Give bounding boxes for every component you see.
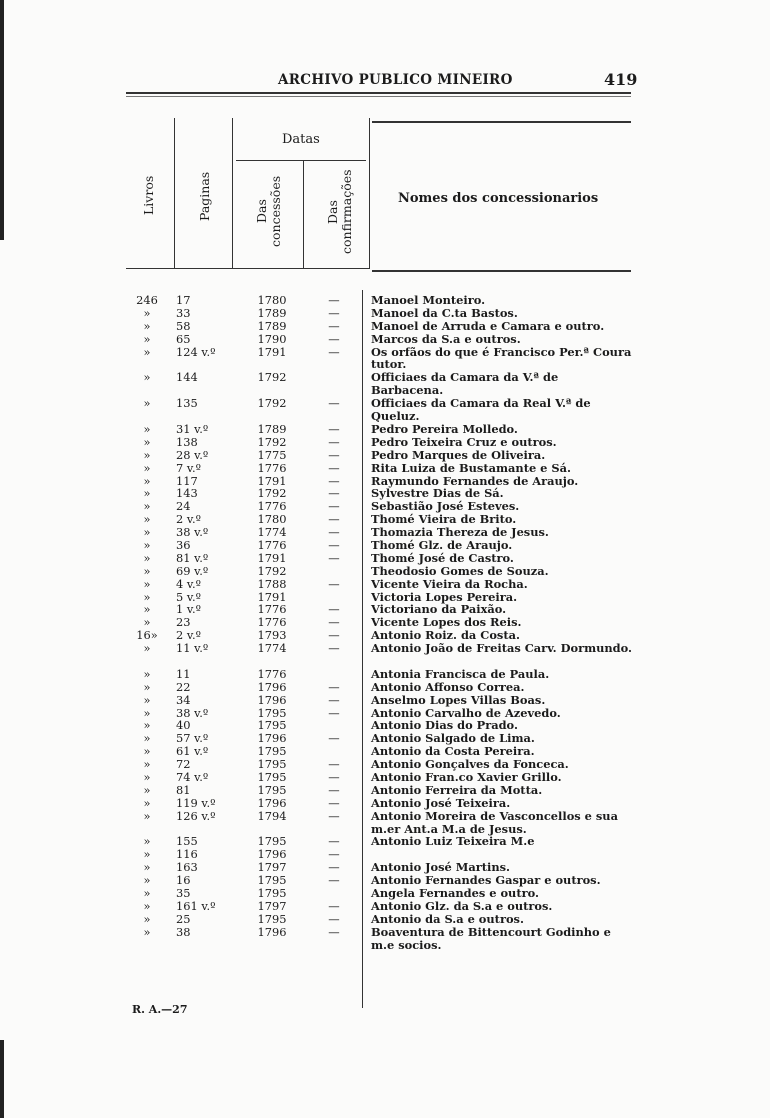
nome-cell: Antonio Moreira de Vasconcellos e sua m.er Ant.a M.a de Jesus. <box>371 808 618 836</box>
pagina-cell: 72 <box>176 757 191 772</box>
livro-cell: » <box>143 434 151 449</box>
concessao-cell: 1792 <box>257 396 287 411</box>
nome-cell: Officiaes da Camara da Real V.ª de Queluz. <box>371 396 591 424</box>
livro-cell: » <box>143 834 151 849</box>
header-rule <box>126 92 631 94</box>
concessao-cell: 1792 <box>257 370 287 385</box>
nome-cell: Manoel da C.ta Bastos. <box>371 305 518 320</box>
running-title: ARCHIVO PUBLICO MINEIRO <box>278 72 513 88</box>
concessao-cell: 1789 <box>257 421 287 436</box>
datas-underline <box>236 160 366 161</box>
livro-cell: » <box>143 718 151 733</box>
confirmacao-cell: — <box>328 318 340 333</box>
pagina-cell: 33 <box>176 305 191 320</box>
concessions-table <box>128 293 633 952</box>
table-row <box>128 333 633 346</box>
confirmacao-cell: — <box>328 305 340 320</box>
concessao-cell: 1776 <box>257 602 287 617</box>
confirmacao-cell: — <box>328 795 340 810</box>
livro-cell: » <box>143 860 151 875</box>
pagina-cell: 163 <box>176 860 198 875</box>
concessao-cell: 1796 <box>257 692 287 707</box>
livro-cell: » <box>143 512 151 527</box>
concessao-cell: 1792 <box>257 486 287 501</box>
table-row <box>128 810 633 836</box>
livro-cell: 16» <box>136 628 158 643</box>
livro-cell: » <box>143 396 151 411</box>
col-divider-2 <box>232 118 233 268</box>
nome-cell: Raymundo Fernandes de Araujo. <box>371 473 579 488</box>
nome-cell: Thomé Glz. de Araujo. <box>371 537 513 552</box>
concessao-cell: 1795 <box>257 834 287 849</box>
confirmacao-cell: — <box>328 860 340 875</box>
concessao-cell: 1776 <box>257 615 287 630</box>
livro-cell: » <box>143 847 151 862</box>
nome-cell: Antonio Glz. da S.a e outros. <box>371 898 553 913</box>
nome-cell: Victoria Lopes Pereira. <box>371 589 518 604</box>
pagina-cell: 61 v.º <box>176 744 209 759</box>
pagina-cell: 65 <box>176 331 191 346</box>
pagina-cell: 135 <box>176 396 198 411</box>
livro-cell: » <box>143 731 151 746</box>
concessao-cell: 1795 <box>257 744 287 759</box>
livro-cell: » <box>143 886 151 901</box>
col-divider-1 <box>174 118 175 268</box>
footer-signature: R. A.—27 <box>132 1003 188 1016</box>
nome-cell: Angela Fernandes e outro. <box>371 886 539 901</box>
header-livros: Livros <box>141 175 156 215</box>
confirmacao-cell: — <box>328 731 340 746</box>
livro-cell: » <box>143 615 151 630</box>
confirmacao-cell: — <box>328 525 340 540</box>
confirmacao-cell: — <box>328 641 340 656</box>
concessao-cell: 1795 <box>257 886 287 901</box>
livro-cell: » <box>143 602 151 617</box>
nome-cell: Antonio Dias do Prado. <box>371 718 518 733</box>
pagina-cell: 17 <box>176 293 191 307</box>
concessao-cell: 1797 <box>257 898 287 913</box>
concessao-cell: 1793 <box>257 628 287 643</box>
livro-cell: » <box>143 576 151 591</box>
table-row <box>128 668 633 681</box>
header-bottom-rule <box>126 268 370 269</box>
nome-cell: Antonio José Teixeira. <box>371 795 511 810</box>
pagina-cell: 58 <box>176 318 191 333</box>
livro-cell: » <box>143 705 151 720</box>
pagina-cell: 2 v.º <box>176 512 201 527</box>
pagina-cell: 126 v.º <box>176 808 216 823</box>
pagina-cell: 119 v.º <box>176 795 216 810</box>
table-row <box>128 320 633 333</box>
confirmacao-cell: — <box>328 873 340 888</box>
table-row <box>128 771 633 784</box>
concessao-cell: 1796 <box>257 847 287 862</box>
nome-cell: Marcos da S.a e outros. <box>371 331 521 346</box>
header-nomes: Nomes dos concessionarios <box>398 191 599 206</box>
livro-cell: » <box>143 331 151 346</box>
livro-cell: » <box>143 499 151 514</box>
col-divider-3 <box>303 160 304 268</box>
livro-cell: » <box>143 305 151 320</box>
nome-cell: Pedro Pereira Molledo. <box>371 421 518 436</box>
table-row <box>128 784 633 797</box>
table-row <box>128 397 633 423</box>
concessao-cell: 1792 <box>257 563 287 578</box>
concessao-cell: 1774 <box>257 641 287 656</box>
table-row <box>128 565 633 578</box>
concessao-cell: 1776 <box>257 499 287 514</box>
nome-cell: Antonio Gonçalves da Fonceca. <box>371 757 569 772</box>
nome-cell: Antonio João de Freitas Carv. Dormundo. <box>371 641 633 656</box>
pagina-cell: 40 <box>176 718 191 733</box>
concessao-cell: 1795 <box>257 718 287 733</box>
confirmacao-cell: — <box>328 770 340 785</box>
confirmacao-cell: — <box>328 537 340 552</box>
livro-cell: » <box>143 782 151 797</box>
nome-cell: Manoel de Arruda e Camara e outro. <box>371 318 605 333</box>
table-row <box>128 539 633 552</box>
nome-cell: Thomé José de Castro. <box>371 550 514 565</box>
livro-cell: 246 <box>136 293 158 307</box>
pagina-cell: 74 v.º <box>176 770 209 785</box>
nome-cell: Theodosio Gomes de Souza. <box>371 563 549 578</box>
nome-cell: Sylvestre Dias de Sá. <box>371 486 504 501</box>
scan-left-edge <box>0 0 4 240</box>
col-divider-4 <box>369 118 370 268</box>
nome-cell: Antonio Roiz. da Costa. <box>371 628 520 643</box>
nome-cell: Antonio da Costa Pereira. <box>371 744 535 759</box>
header-das-confirmacoes: Das confirmações <box>325 169 354 255</box>
pagina-cell: 38 v.º <box>176 705 209 720</box>
confirmacao-cell: — <box>328 782 340 797</box>
pagina-cell: 81 <box>176 782 191 797</box>
table-top-rule <box>372 121 631 123</box>
nome-cell: Pedro Marques de Oliveira. <box>371 447 546 462</box>
confirmacao-cell: — <box>328 602 340 617</box>
concessao-cell: 1795 <box>257 757 287 772</box>
confirmacao-cell: — <box>328 396 340 411</box>
concessao-cell: 1791 <box>257 473 287 488</box>
table-row <box>128 900 633 913</box>
nome-cell: Antonio Fernandes Gaspar e outros. <box>371 873 601 888</box>
table-row <box>128 436 633 449</box>
pagina-cell: 7 v.º <box>176 460 201 475</box>
concessao-cell: 1788 <box>257 576 287 591</box>
table-row <box>128 423 633 436</box>
nome-cell: Sebastião José Esteves. <box>371 499 520 514</box>
confirmacao-cell: — <box>328 293 340 307</box>
concessao-cell: 1795 <box>257 911 287 926</box>
table-row <box>128 694 633 707</box>
concessao-cell: 1789 <box>257 318 287 333</box>
pagina-cell: 161 v.º <box>176 898 216 913</box>
confirmacao-cell: — <box>328 808 340 823</box>
nome-cell: Antonio Salgado de Lima. <box>371 731 535 746</box>
nome-cell: Os orfãos do que é Francisco Per.ª Coura tutor. <box>371 344 632 372</box>
concessao-cell: 1774 <box>257 525 287 540</box>
pagina-cell: 117 <box>176 473 198 488</box>
confirmacao-cell: — <box>328 898 340 913</box>
livro-cell: » <box>143 924 151 939</box>
pagina-cell: 11 v.º <box>176 641 209 656</box>
confirmacao-cell: — <box>328 924 340 939</box>
concessao-cell: 1791 <box>257 550 287 565</box>
nome-cell: Antonia Francisca de Paula. <box>371 666 550 681</box>
livro-cell: » <box>143 525 151 540</box>
nome-cell: Antonio Fran.co Xavier Grillo. <box>371 770 562 785</box>
confirmacao-cell: — <box>328 486 340 501</box>
table-row <box>128 371 633 397</box>
concessao-cell: 1791 <box>257 344 287 359</box>
table-row <box>128 924 633 952</box>
table-row <box>128 887 633 900</box>
livro-cell: » <box>143 795 151 810</box>
confirmacao-cell: — <box>328 512 340 527</box>
nome-cell: Boaventura de Bittencourt Godinho e m.e socios. <box>371 924 611 952</box>
confirmacao-cell: — <box>328 679 340 694</box>
confirmacao-cell: — <box>328 421 340 436</box>
livro-cell: » <box>143 563 151 578</box>
table-row <box>128 835 633 848</box>
table-row <box>128 913 633 926</box>
livro-cell: » <box>143 370 151 385</box>
nome-cell: Manoel Monteiro. <box>371 293 486 307</box>
pagina-cell: 5 v.º <box>176 589 201 604</box>
livro-cell: » <box>143 473 151 488</box>
header-bottom-rule-right <box>372 270 631 272</box>
confirmacao-cell: — <box>328 576 340 591</box>
header-das-concessoes: Das concessões <box>254 175 283 247</box>
concessao-cell: 1796 <box>257 731 287 746</box>
concessao-cell: 1776 <box>257 460 287 475</box>
table-row <box>128 307 633 320</box>
pagina-cell: 38 v.º <box>176 525 209 540</box>
nome-cell: Thomazia Thereza de Jesus. <box>371 525 549 540</box>
pagina-cell: 11 <box>176 666 191 681</box>
livro-cell: » <box>143 873 151 888</box>
concessao-cell: 1795 <box>257 705 287 720</box>
nome-cell: Vicente Vieira da Rocha. <box>371 576 528 591</box>
table-row <box>128 642 633 668</box>
pagina-cell: 23 <box>176 615 191 630</box>
concessao-cell: 1796 <box>257 795 287 810</box>
table-row <box>128 797 633 810</box>
concessao-cell: 1794 <box>257 808 287 823</box>
confirmacao-cell: — <box>328 757 340 772</box>
pagina-cell: 116 <box>176 847 198 862</box>
nome-cell: Pedro Teixeira Cruz e outros. <box>371 434 557 449</box>
confirmacao-cell: — <box>328 628 340 643</box>
nome-cell: Rita Luiza de Bustamante e Sá. <box>371 460 571 475</box>
concessao-cell: 1796 <box>257 924 287 939</box>
confirmacao-cell: — <box>328 344 340 359</box>
livro-cell: » <box>143 344 151 359</box>
concessao-cell: 1780 <box>257 512 287 527</box>
pagina-cell: 25 <box>176 911 191 926</box>
concessao-cell: 1789 <box>257 305 287 320</box>
page-number: 419 <box>604 70 638 89</box>
confirmacao-cell: — <box>328 705 340 720</box>
table-row <box>128 681 633 694</box>
pagina-cell: 57 v.º <box>176 731 209 746</box>
table-row <box>128 578 633 591</box>
pagina-cell: 22 <box>176 679 191 694</box>
confirmacao-cell: — <box>328 331 340 346</box>
nome-cell: Vicente Lopes dos Reis. <box>371 615 522 630</box>
nome-cell: Thomé Vieira de Brito. <box>371 512 517 527</box>
livro-cell: » <box>143 898 151 913</box>
confirmacao-cell: — <box>328 834 340 849</box>
concessao-cell: 1797 <box>257 860 287 875</box>
table-row <box>128 294 633 307</box>
nome-cell: Antonio Affonso Correa. <box>371 679 525 694</box>
nome-cell: Antonio Ferreira da Motta. <box>371 782 543 797</box>
pagina-cell: 124 v.º <box>176 344 216 359</box>
nome-cell: Antonio José Martins. <box>371 860 511 875</box>
pagina-cell: 36 <box>176 537 191 552</box>
header-paginas: Paginas <box>197 171 212 221</box>
pagina-cell: 138 <box>176 434 198 449</box>
confirmacao-cell: — <box>328 460 340 475</box>
confirmacao-cell: — <box>328 473 340 488</box>
scan-left-edge-lower <box>0 1040 4 1118</box>
pagina-cell: 4 v.º <box>176 576 201 591</box>
concessao-cell: 1776 <box>257 537 287 552</box>
livro-cell: » <box>143 447 151 462</box>
pagina-cell: 143 <box>176 486 198 501</box>
pagina-cell: 144 <box>176 370 198 385</box>
pagina-cell: 81 v.º <box>176 550 209 565</box>
pagina-cell: 28 v.º <box>176 447 209 462</box>
pagina-cell: 2 v.º <box>176 628 201 643</box>
table-row <box>128 552 633 565</box>
pagina-cell: 38 <box>176 924 191 939</box>
livro-cell: » <box>143 679 151 694</box>
table-row <box>128 462 633 475</box>
livro-cell: » <box>143 808 151 823</box>
concessao-cell: 1795 <box>257 782 287 797</box>
livro-cell: » <box>143 318 151 333</box>
livro-cell: » <box>143 692 151 707</box>
pagina-cell: 16 <box>176 873 191 888</box>
concessao-cell: 1795 <box>257 873 287 888</box>
nome-cell: Antonio da S.a e outros. <box>371 911 524 926</box>
livro-cell: » <box>143 911 151 926</box>
concessao-cell: 1792 <box>257 434 287 449</box>
confirmacao-cell: — <box>328 550 340 565</box>
livro-cell: » <box>143 550 151 565</box>
pagina-cell: 69 v.º <box>176 563 209 578</box>
confirmacao-cell: — <box>328 847 340 862</box>
pagina-cell: 155 <box>176 834 198 849</box>
livro-cell: » <box>143 460 151 475</box>
confirmacao-cell: — <box>328 499 340 514</box>
concessao-cell: 1796 <box>257 679 287 694</box>
livro-cell: » <box>143 744 151 759</box>
nome-cell: Anselmo Lopes Villas Boas. <box>371 692 546 707</box>
concessao-cell: 1790 <box>257 331 287 346</box>
concessao-cell: 1780 <box>257 293 287 307</box>
confirmacao-cell: — <box>328 447 340 462</box>
livro-cell: » <box>143 666 151 681</box>
livro-cell: » <box>143 537 151 552</box>
confirmacao-cell: — <box>328 692 340 707</box>
livro-cell: » <box>143 486 151 501</box>
nome-cell: Antonio Carvalho de Azevedo. <box>371 705 561 720</box>
nome-cell: Victoriano da Paixão. <box>371 602 507 617</box>
livro-cell: » <box>143 757 151 772</box>
pagina-cell: 34 <box>176 692 191 707</box>
concessao-cell: 1795 <box>257 770 287 785</box>
pagina-cell: 24 <box>176 499 191 514</box>
concessao-cell: 1791 <box>257 589 287 604</box>
livro-cell: » <box>143 770 151 785</box>
pagina-cell: 1 v.º <box>176 602 201 617</box>
concessao-cell: 1776 <box>257 666 287 681</box>
nome-cell: Officiaes da Camara da V.ª de Barbacena. <box>371 370 559 398</box>
confirmacao-cell: — <box>328 911 340 926</box>
livro-cell: » <box>143 421 151 436</box>
confirmacao-cell: — <box>328 615 340 630</box>
header-datas: Datas <box>282 132 320 147</box>
pagina-cell: 35 <box>176 886 191 901</box>
livro-cell: » <box>143 641 151 656</box>
table-row <box>128 346 633 372</box>
concessao-cell: 1775 <box>257 447 287 462</box>
header-rule-thin <box>126 96 631 97</box>
livro-cell: » <box>143 589 151 604</box>
nome-cell: Antonio Luiz Teixeira M.e <box>371 834 535 849</box>
pagina-cell: 31 v.º <box>176 421 209 436</box>
table-row <box>128 449 633 462</box>
confirmacao-cell: — <box>328 434 340 449</box>
